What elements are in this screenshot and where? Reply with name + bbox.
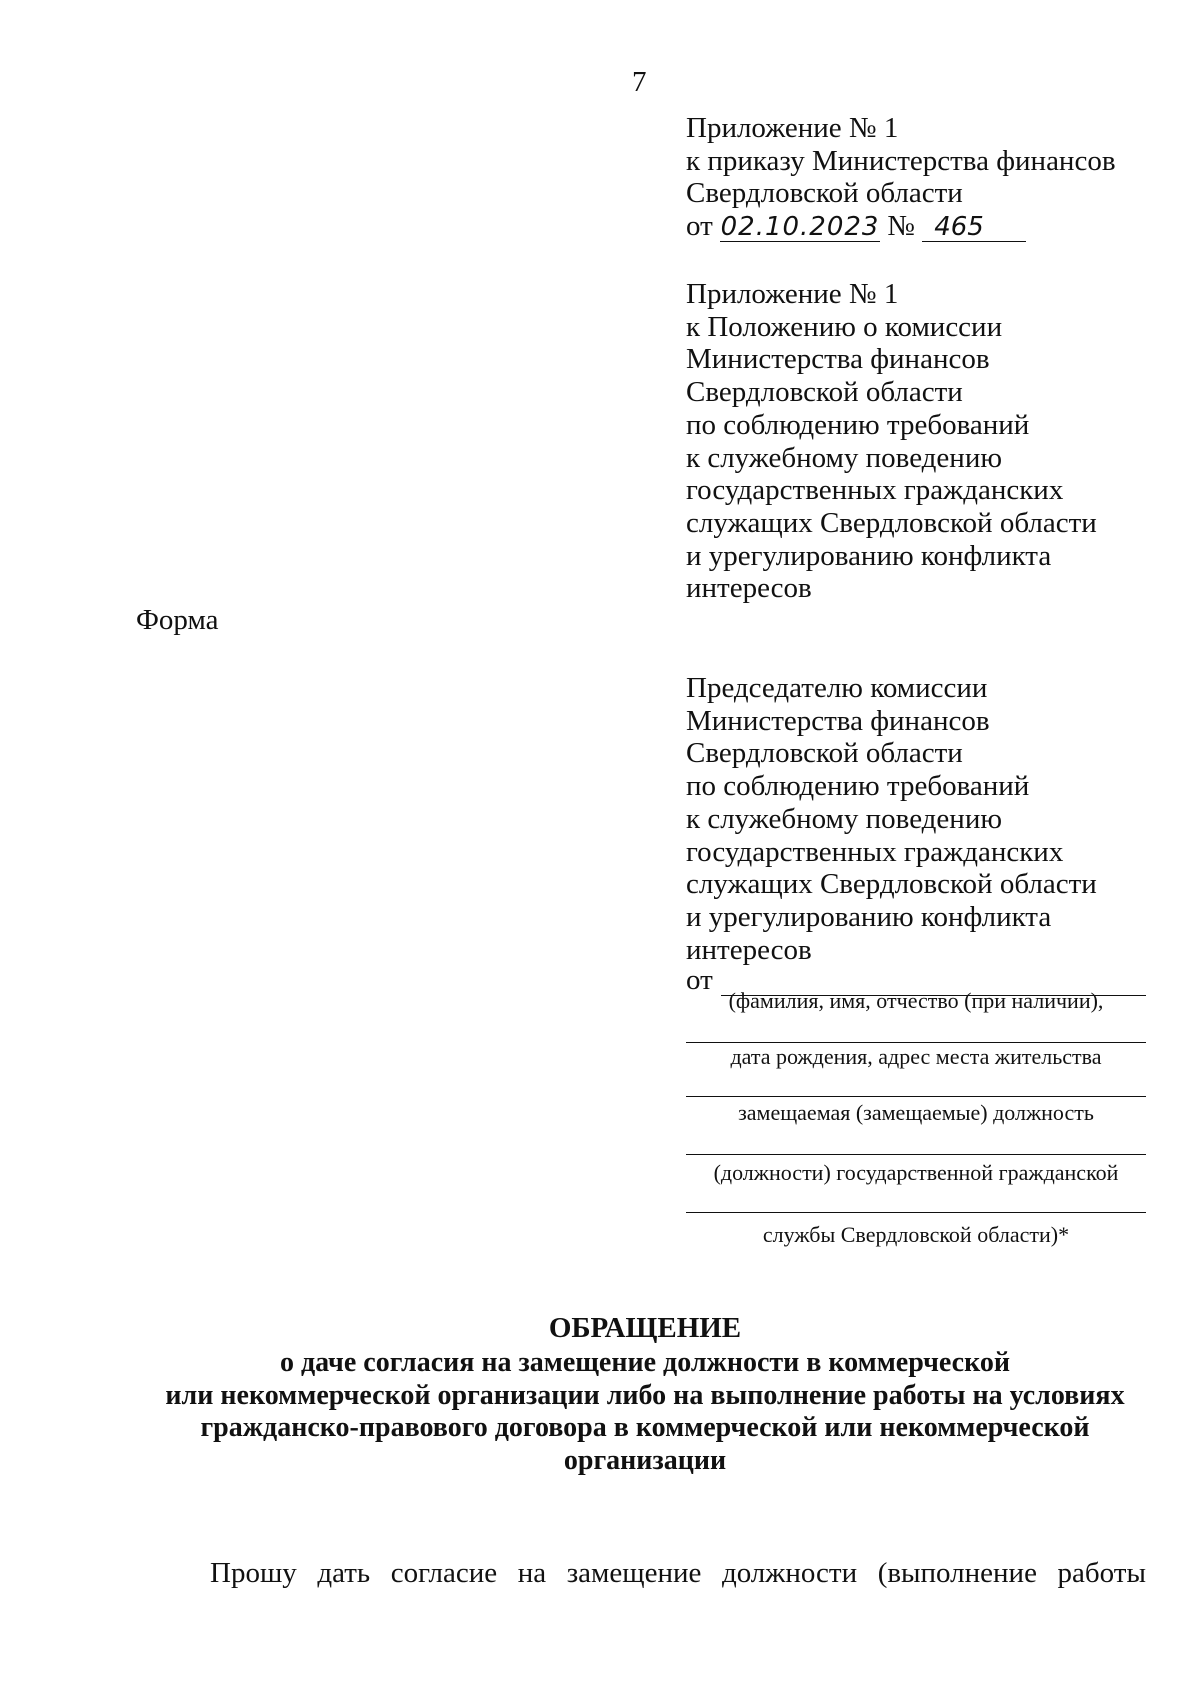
appendix-order-line: к приказу Министерства финансов [686,144,1116,177]
from-label: от [686,964,713,996]
subtitle-line: или некоммерческой организации либо на выполнение работы на условиях [165,1379,1125,1411]
appendix-regulation-line: и урегулированию конфликта [686,539,1052,572]
addressee-line: Свердловской области [686,737,963,770]
addressee-line: служащих Свердловской области [686,868,1097,901]
body-word: на [517,1557,547,1589]
appendix-regulation-block [686,278,1097,605]
fill-line-4[interactable] [686,1154,1146,1155]
form-label: Форма [136,604,219,636]
appendix-order-line: Свердловской области [686,177,963,210]
document-subtitle [100,1347,1190,1477]
appendix-regulation-line: Министерства финансов [686,343,990,376]
subtitle-line: гражданско-правового договора в коммерческой или некоммерческой [200,1412,1090,1443]
body-word: замещение [566,1557,702,1589]
addressee-line: государственных гражданских [686,835,1064,868]
handwritten-number: 465 [922,213,1026,242]
appendix-regulation-line: служащих Свердловской области [686,506,1097,539]
field-caption-name: (фамилия, имя, отчество (при наличии), [728,988,1104,1013]
field-caption-position: замещаемая (замещаемые) должность [738,1100,1094,1125]
subtitle-line: организации [563,1444,727,1476]
appendix-regulation-line: к Положению о комиссии [686,310,1003,343]
addressee-line: и урегулированию конфликта [686,900,1052,933]
field-caption-civil-service: (должности) государственной гражданской [713,1160,1119,1185]
page-number: 7 [632,66,647,98]
addressee-line: интересов [686,933,812,966]
field-caption-service-region: службы Свердловской области)* [762,1222,1070,1247]
date-prefix: от [686,210,713,243]
appendix-regulation-line: интересов [686,572,812,605]
fill-line-5[interactable] [686,1212,1146,1213]
appendix-regulation-line: Приложение № 1 [686,278,899,310]
number-label: № [887,210,915,243]
appendix-regulation-line: к служебному поведению [686,441,1003,474]
appendix-regulation-line: государственных гражданских [686,474,1064,507]
addressee-block [686,672,1097,966]
addressee-line: к служебному поведению [686,802,1003,835]
body-word: должности [721,1557,858,1589]
document-title: ОБРАЩЕНИЕ [548,1312,742,1344]
addressee-line: по соблюдению требований [686,770,1030,803]
fill-line-3[interactable] [686,1096,1146,1097]
appendix-order-block [686,112,1116,243]
appendix-regulation-line: Свердловской области [686,376,963,409]
body-word: согласие [390,1557,498,1589]
field-caption-birth-address: дата рождения, адрес места жительства [730,1044,1102,1069]
handwritten-date: 02.10.2023 [720,212,880,243]
appendix-order-line: Приложение № 1 [686,112,899,144]
appendix-order-date-line [686,210,1116,243]
subtitle-line: о даче согласия на замещение должности в коммерческой [280,1347,1010,1378]
body-word: работы [1057,1557,1146,1589]
body-word: Прошу [210,1557,297,1589]
body-word: (выполнение [877,1557,1037,1589]
body-paragraph [210,1556,1146,1590]
fill-line-2[interactable] [686,1042,1146,1043]
body-word: дать [317,1557,371,1589]
appendix-regulation-line: по соблюдению требований [686,408,1030,441]
addressee-line: Министерства финансов [686,704,990,737]
addressee-line: Председателю комиссии [686,672,988,704]
